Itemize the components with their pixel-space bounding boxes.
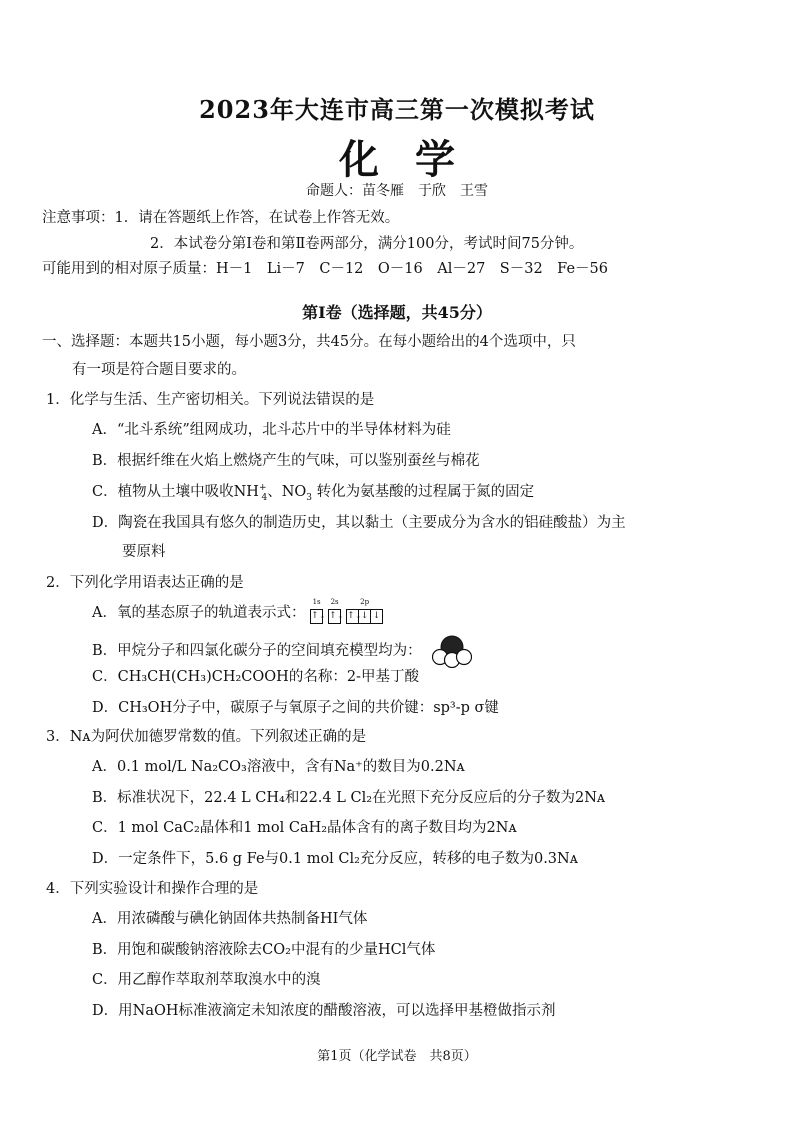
orbital-box: ↑↓ xyxy=(346,609,359,624)
q3-option-b: B．标准状况下，22.4 L CH₄和22.4 L Cl₂在光照下充分反应后的分子数为2Nᴀ xyxy=(92,790,606,806)
q1-option-d-line-1: D．陶瓷在我国具有悠久的制造历史，其以黏土（主要成分为含水的铝硅酸盐）为主 xyxy=(92,515,626,531)
q3-option-d: D．一定条件下，5.6 g Fe与0.1 mol Cl₂充分反应，转移的电子数为0.3Nᴀ xyxy=(92,851,578,867)
q2-a-text: A．氧的基态原子的轨道表示式： xyxy=(92,605,306,621)
orbital-label-1s: 1s xyxy=(312,598,321,606)
q1-option-d-line-2: 要原料 xyxy=(122,544,166,560)
authors: 命题人：苗冬雁 于欣 王雪 xyxy=(306,183,488,199)
page-footer: 第1页（化学试卷 共8页） xyxy=(317,1049,477,1064)
exam-title: 2023年大连市高三第一次模拟考试 xyxy=(199,95,595,124)
q1-option-b: B．根据纤维在火焰上燃烧产生的气味，可以鉴别蚕丝与棉花 xyxy=(92,453,480,469)
notes-item-2: 2．本试卷分第Ⅰ卷和第Ⅱ卷两部分，满分100分，考试时间75分钟。 xyxy=(150,236,584,252)
subject-title: 化学 xyxy=(339,136,491,183)
q3-option-c: C．1 mol CaC₂晶体和1 mol CaH₂晶体含有的离子数目均为2Nᴀ xyxy=(92,820,517,836)
orbital-2s xyxy=(328,598,345,624)
q4-option-c: C．用乙醇作萃取剂萃取溴水中的溴 xyxy=(92,972,321,988)
orbital-2p xyxy=(346,598,383,624)
q1-option-c xyxy=(92,480,534,503)
q1-c-sup: + xyxy=(258,483,267,494)
orbital-box: ↓ xyxy=(371,609,383,624)
q2-option-d: D．CH₃OH分子中，碳原子与氧原子之间的共价键：sp³-p σ键 xyxy=(92,700,499,716)
section-heading: 第Ⅰ卷（选择题，共45分） xyxy=(302,303,492,322)
q1-c-text-3: 转化为氨基酸的过程属于氮的固定 xyxy=(312,484,535,500)
q1-c-text-1: C．植物从土壤中吸收NH xyxy=(92,484,259,500)
space-filling-model-icon xyxy=(432,634,472,668)
q4-option-b: B．用饱和碳酸钠溶液除去CO₂中混有的少量HCl气体 xyxy=(92,942,436,958)
q1-c-text-2: 、NO xyxy=(267,484,307,500)
q1-c-sub-2: 3 xyxy=(306,492,313,503)
orbital-label-2p: 2p xyxy=(360,598,370,606)
orbital-box: ↑↓ xyxy=(328,609,341,624)
atomic-masses: 可能用到的相对原子质量：H－1 Li－7 C－12 O－16 Al－27 S－32 Fe－56 xyxy=(42,261,608,277)
q4-option-a: A．用浓磷酸与碘化钠固体共热制备HI气体 xyxy=(92,911,368,927)
orbital-box: ↓ xyxy=(359,609,371,624)
notes-label: 注意事项： xyxy=(42,210,115,226)
q3-option-a: A．0.1 mol/L Na₂CO₃溶液中，含有Na⁺的数目为0.2Nᴀ xyxy=(92,759,465,775)
orbital-diagram xyxy=(310,598,386,624)
q2-stem: 2．下列化学用语表达正确的是 xyxy=(46,575,244,591)
orbital-box: ↑↓ xyxy=(310,609,323,624)
section-intro-1: 一、选择题：本题共15小题，每小题3分，共45分。在每小题给出的4个选项中，只 xyxy=(42,334,576,350)
q2-b-text: B．甲烷分子和四氯化碳分子的空间填充模型均为： xyxy=(92,643,422,659)
q2-option-a xyxy=(92,600,386,626)
q3-stem: 3．Nᴀ为阿伏加德罗常数的值。下列叙述正确的是 xyxy=(46,729,367,745)
orbital-1s xyxy=(310,598,327,624)
notes-item-1: 1．请在答题纸上作答，在试卷上作答无效。 xyxy=(114,210,400,226)
section-intro-2: 有一项是符合题目要求的。 xyxy=(72,362,246,378)
q1-stem: 1．化学与生活、生产密切相关。下列说法错误的是 xyxy=(46,392,375,408)
q1-c-sub: 4 xyxy=(261,492,268,503)
orbital-label-2s: 2s xyxy=(330,598,339,606)
q1-option-a: A．“北斗系统”组网成功，北斗芯片中的半导体材料为硅 xyxy=(92,422,451,438)
q2-option-c: C．CH₃CH(CH₃)CH₂COOH的名称：2-甲基丁酸 xyxy=(92,669,419,685)
q2-option-b xyxy=(92,634,472,668)
notes-line-1 xyxy=(42,206,399,227)
q4-option-d: D．用NaOH标准液滴定未知浓度的醋酸溶液，可以选择甲基橙做指示剂 xyxy=(92,1003,556,1019)
q4-stem: 4．下列实验设计和操作合理的是 xyxy=(46,881,259,897)
